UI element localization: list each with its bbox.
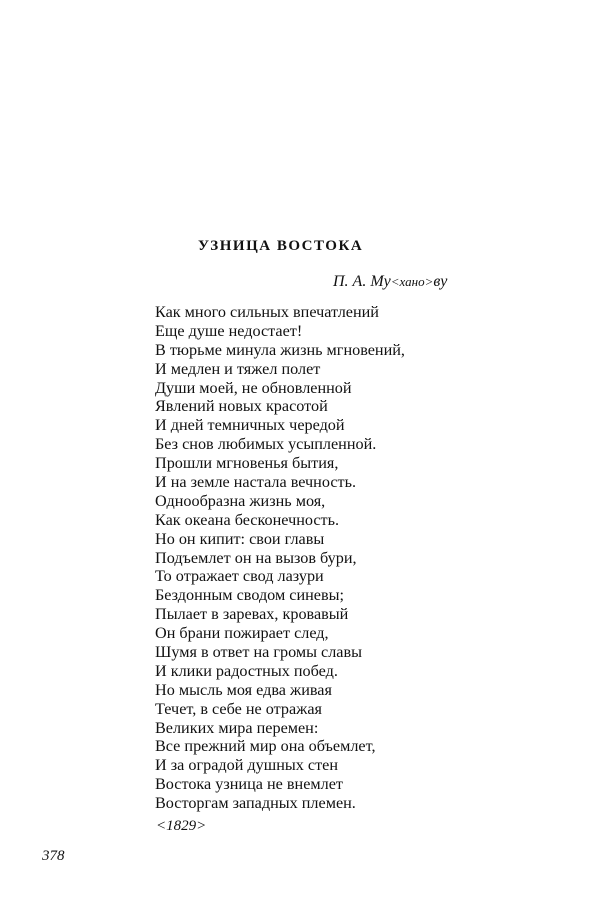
verse-line: И клики радостных побед.	[155, 661, 338, 680]
verse-line: Но мысль моя едва живая	[155, 680, 332, 699]
verse-line: И за оградой душных стен	[155, 756, 338, 775]
verse-line: То отражает свод лазури	[155, 567, 324, 586]
verse-line: Без снов любимых усыпленной.	[155, 435, 377, 454]
verse-line: Но он кипит: свои главы	[155, 529, 325, 548]
dedication-initials: П. А. Му	[333, 273, 391, 290]
verse-line: Подъемлет он на вызов бури,	[155, 548, 357, 567]
verse-line: Он брани пожирает след,	[155, 624, 329, 643]
verse-line: Востока узница не внемлет	[155, 775, 343, 794]
poem-title: УЗНИЦА ВОСТОКА	[198, 238, 364, 254]
verse-line: Еще душе недостает!	[155, 321, 303, 340]
verse-line: Бездонным сводом синевы;	[155, 586, 344, 605]
page-number: 378	[42, 848, 65, 864]
verse-line: Однообразна жизнь моя,	[155, 491, 326, 510]
verse-line: Как океана бесконечность.	[155, 510, 340, 529]
verse-line: И на земле настала вечность.	[155, 473, 357, 492]
verse-line: Великих мира перемен:	[155, 718, 319, 737]
verse-line: И дней темничных чередой	[155, 416, 345, 435]
verse-line: Прошли мгновенья бытия,	[155, 454, 339, 473]
verse-line: Пылает в заревах, кровавый	[155, 605, 349, 624]
verse-line: Течет, в себе не отражая	[155, 699, 322, 718]
verse-line: Восторгам западных племен.	[155, 794, 356, 813]
verse-line: Шумя в ответ на громы славы	[155, 643, 362, 662]
verse-line: Явлений новых красотой	[155, 397, 328, 416]
verse-line: И медлен и тяжел полет	[155, 359, 321, 378]
poem-date: <1829>	[156, 818, 207, 834]
verse-line: Души моей, не обновленной	[155, 378, 352, 397]
poem-verse	[155, 303, 405, 813]
verse-line: Как много сильных впечатлений	[155, 303, 379, 321]
verse-line: В тюрьме минула жизнь мгновений,	[155, 340, 405, 359]
verse-line: Все прежний мир она объемлет,	[155, 737, 376, 756]
dedication-ending: ву	[433, 273, 448, 290]
dedication	[333, 273, 447, 291]
dedication-bracketed: <хано>	[390, 274, 434, 289]
